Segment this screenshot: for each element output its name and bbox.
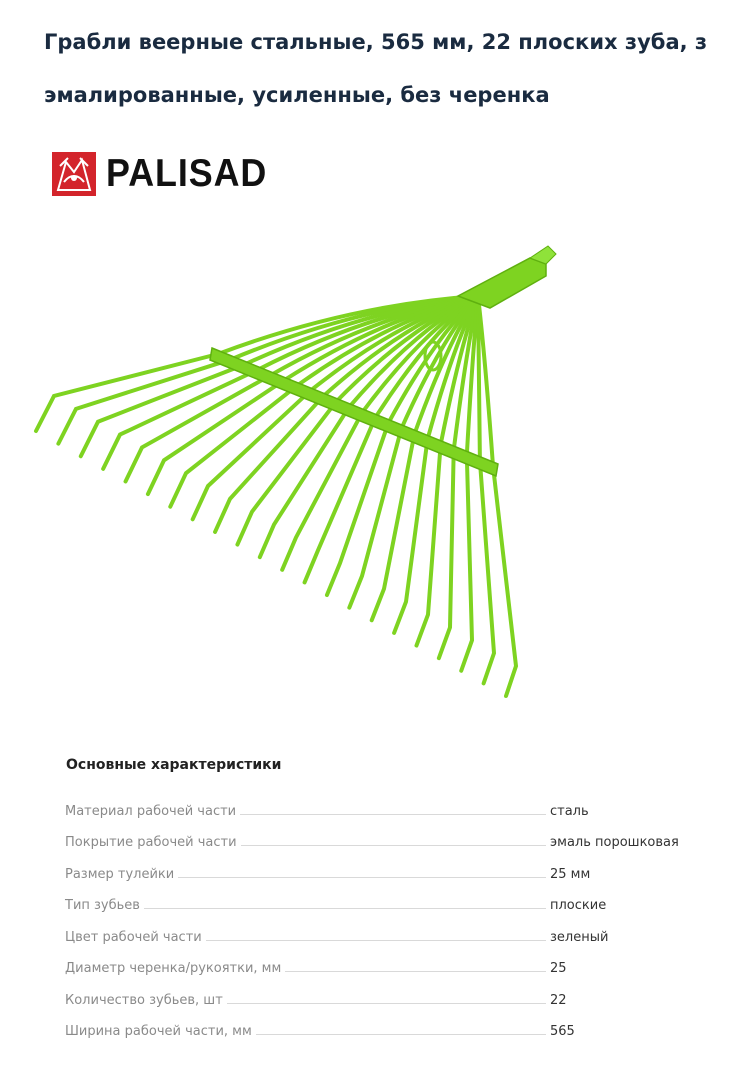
spec-value: 25 мм — [550, 866, 591, 882]
brand-name: PALISAD — [106, 152, 268, 195]
spec-row — [65, 890, 705, 922]
specs-heading: Основные характеристики — [66, 757, 282, 773]
spec-value: 22 — [550, 992, 567, 1008]
spec-row — [65, 921, 705, 953]
spec-label: Тип зубьев — [65, 898, 140, 913]
spec-label: Цвет рабочей части — [65, 929, 202, 945]
spec-row — [65, 953, 705, 985]
spec-value: 25 — [550, 961, 567, 976]
spec-label: Размер тулейки — [65, 866, 175, 882]
spec-leader-line — [178, 876, 546, 878]
spec-label: Ширина рабочей части, мм — [65, 1024, 252, 1039]
product-title-line-1: Грабли веерные стальные, 565 мм, 22 плоских зуба, з — [44, 30, 708, 54]
spec-leader-line — [227, 1002, 546, 1004]
spec-label: Материал рабочей части — [65, 803, 237, 819]
spec-row — [65, 795, 705, 827]
spec-leader-line — [144, 907, 546, 909]
product-title — [44, 28, 744, 110]
spec-leader-line — [285, 970, 546, 972]
spec-leader-line — [256, 1033, 546, 1035]
product-title-line-2: эмалированные, усиленные, без черенка — [44, 83, 550, 107]
fan-rake-image — [28, 236, 588, 706]
specs-table — [65, 795, 705, 1047]
spec-value: сталь — [550, 803, 589, 819]
spec-leader-line — [241, 844, 546, 846]
spec-row — [65, 858, 705, 890]
spec-value: 565 — [550, 1024, 575, 1039]
spec-value: зеленый — [550, 929, 609, 945]
spec-value: плоские — [550, 898, 607, 913]
spec-row — [65, 1016, 705, 1048]
spec-row — [65, 984, 705, 1016]
brand-logo — [52, 152, 281, 196]
spec-value: эмаль порошковая — [550, 835, 679, 850]
spec-row — [65, 827, 705, 859]
spec-label: Покрытие рабочей части — [65, 835, 237, 850]
spec-label: Количество зубьев, шт — [65, 992, 223, 1008]
spec-leader-line — [206, 939, 546, 941]
rake-tine — [478, 296, 494, 683]
palisad-logo-icon — [52, 152, 96, 196]
rake-tine — [461, 296, 478, 671]
spec-leader-line — [240, 813, 546, 815]
spec-label: Диаметр черенка/рукоятки, мм — [65, 961, 282, 976]
